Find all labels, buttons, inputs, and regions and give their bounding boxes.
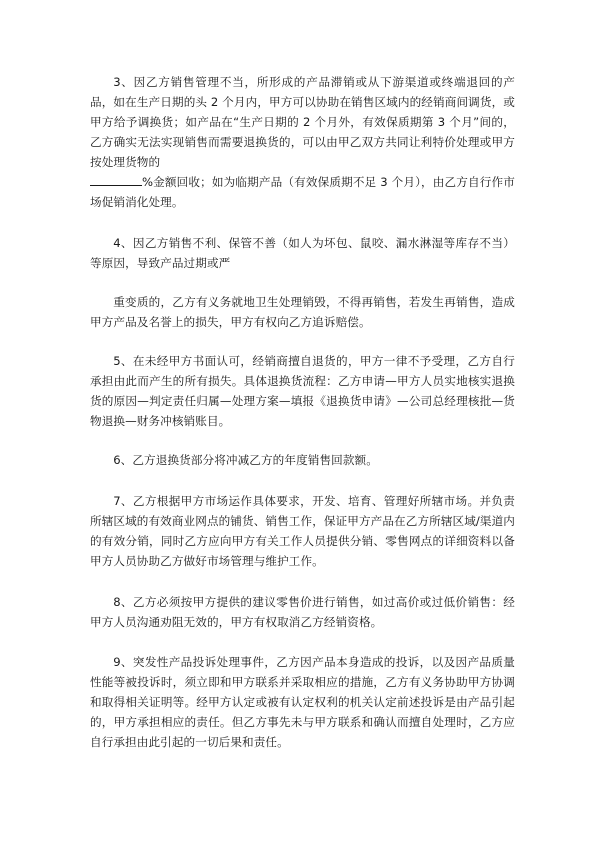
clause-8: 8、乙方必须按甲方提供的建议零售价进行销售，如过高价或过低价销售：经甲方人员沟通劝阻无效的，甲方有权取消乙方经销资格。 xyxy=(90,595,515,629)
clause-3-text-b: %金额回收；如为临期产品（有效保质期不足 3 个月），由乙方自行作市场促销消化处理。 xyxy=(90,175,515,209)
clause-9: 9、突发性产品投诉处理事件，乙方因产品本身造成的投诉，以及因产品质量性能等被投诉时，须立即和甲方联系并采取相应的措施，乙方有义务协助甲方协调和取得相关证明等。经甲方认定或被有认定权利的机关认定前述投诉是由产品引起的，甲方承担相应的责任。但乙方事先未与甲方联系和确认而擅自处理时，乙方应自行承担由此引起的一切后果和责任。 xyxy=(90,655,515,749)
clause-7: 7、乙方根据甲方市场运作具体要求，开发、培育、管理好所辖市场。并负责所辖区域的有效商业网点的铺货、销售工作，保证甲方产品在乙方所辖区域/渠道内的有效分销，同时乙方应向甲方有关工作人员提供分销、零售网点的详细资料以备甲方人员协助乙方做好市场管理与维护工作。 xyxy=(90,494,515,568)
document-body xyxy=(90,72,515,752)
clause-6: 6、乙方退换货部分将冲减乙方的年度销售回款额。 xyxy=(113,453,378,467)
fill-in-blank xyxy=(90,173,142,186)
clause-3-text-a: 3、因乙方销售管理不当，所形成的产品滞销或从下游渠道或终端退回的产品，如在生产日期的头 2 个月内，甲方可以协助在销售区域内的经销商间调货，或甲方给予调换货；如产品在“生产日期的 2 个月外，有效保质期第 3 个月”间的，乙方确实无法实现销售而需要退换货的，可以由甲乙双方共同让利特价处理或甲方按处理货物的 xyxy=(90,75,515,169)
clause-4: 4、因乙方销售不利、保管不善（如人为坏包、鼠咬、漏水淋湿等库存不当）等原因，导致产品过期或严 xyxy=(90,236,515,270)
clause-4-continued: 重变质的，乙方有义务就地卫生处理销毁，不得再销售，若发生再销售，造成甲方产品及名誉上的损失，甲方有权向乙方追诉赔偿。 xyxy=(90,295,515,329)
clause-3 xyxy=(90,72,515,212)
clause-5: 5、在未经甲方书面认可，经销商擅自退货的，甲方一律不予受理，乙方自行承担由此而产生的所有损失。具体退换货流程：乙方申请—甲方人员实地核实退换货的原因—判定责任归属—处理方案—填报《退换货申请》—公司总经理核批—货物退换—财务冲核销账目。 xyxy=(90,354,515,428)
